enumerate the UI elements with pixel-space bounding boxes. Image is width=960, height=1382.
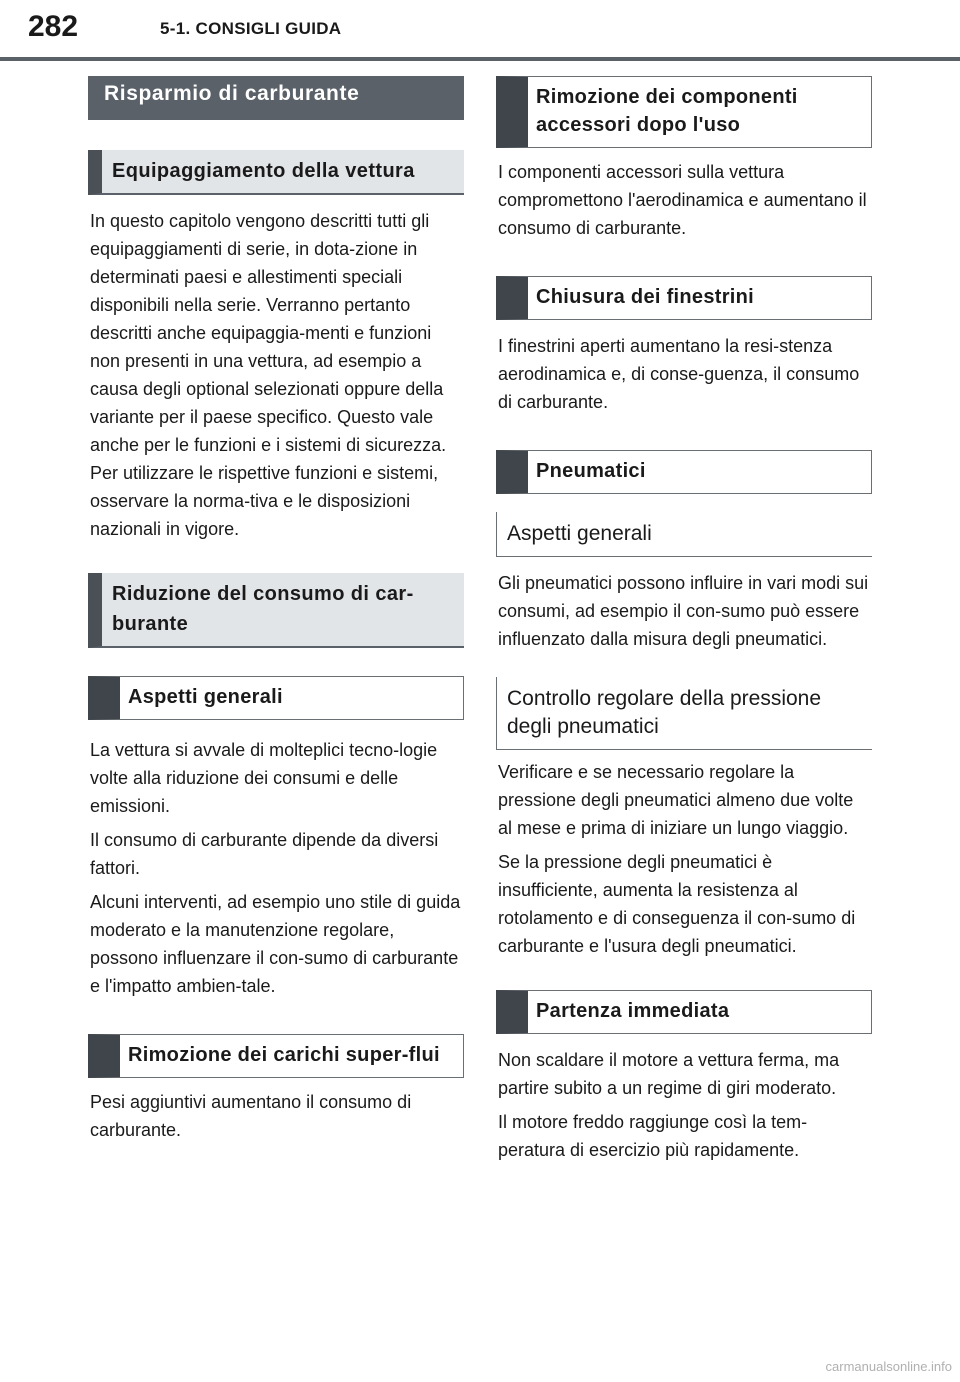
paragraph-pressione-2: Se la pressione degli pneumatici è insufficiente, aumenta la resistenza al rotolamento e di conseguenza il con-sumo di carburante e l'usura degli pneumatici.: [498, 852, 856, 956]
header-rule: [0, 57, 960, 61]
heading-equipaggiamento: Equipaggiamento della vettura: [88, 150, 464, 195]
paragraph-finestrini: I finestrini aperti aumentano la resi-stenza aerodinamica e, di conse-guenza, il consumo di carburante.: [498, 336, 860, 412]
paragraph-partenza-1: Non scaldare il motore a vettura ferma, ma partire subito a un regime di giri moderato.: [498, 1050, 840, 1098]
paragraph-carichi: Pesi aggiuntivi aumentano il consumo di carburante.: [90, 1092, 412, 1140]
paragraph-aspetti-2: Il consumo di carburante dipende da diversi fattori.: [90, 830, 439, 878]
page-number: 282: [28, 10, 79, 43]
paragraph-pressione-1: Verificare e se necessario regolare la pressione degli pneumatici almeno due volte al mese e prima di iniziare un lungo viaggio.: [498, 762, 854, 838]
subheading-aspetti-generali: Aspetti generali: [496, 512, 872, 557]
heading-carichi-superflui: Rimozione dei carichi super-flui: [88, 1034, 464, 1078]
paragraph-pneumatici: Gli pneumatici possono influire in vari modi sui consumi, ad esempio il con-sumo può essere influenzato dalla misura degli pneumatici.: [498, 573, 869, 649]
right-column: [496, 76, 872, 1164]
watermark: carmanualsonline.info: [825, 1359, 952, 1374]
heading-componenti-accessori: Rimozione dei componenti accessori dopo l'uso: [496, 76, 872, 148]
heading-riduzione-consumo: Riduzione del consumo di car-burante: [88, 573, 464, 648]
subheading-pressione: Controllo regolare della pressione degli pneumatici: [496, 677, 872, 750]
paragraph-partenza-2: Il motore freddo raggiunge così la tem-peratura di esercizio più rapidamente.: [498, 1112, 808, 1160]
heading-finestrini: Chiusura dei finestrini: [496, 276, 872, 320]
paragraph-aspetti-3: Alcuni interventi, ad esempio uno stile di guida moderato e la manutenzione regolare, possono influenzare il con-sumo di carburante e l'impatto ambien-tale.: [90, 892, 461, 996]
left-column: [88, 76, 464, 1144]
paragraph-equipaggiamento: In questo capitolo vengono descritti tutti gli equipaggiamenti di serie, in dota-zione in determinati paesi e allestimenti speciali disponibili nella serie. Verranno pertanto descritti anche equipaggia-menti e funzioni non presenti in una vettura, ad esempio a causa degli optional selezionati oppure della variante per il paese specifico. Questo vale anche per le funzioni e i sistemi di sicurezza. Per utilizzare le rispettive funzioni e sistemi, osservare la norma-tiva e le disposizioni nazionali in vigore.: [90, 211, 447, 539]
heading-aspetti-generali: Aspetti generali: [88, 676, 464, 720]
heading-pneumatici: Pneumatici: [496, 450, 872, 494]
chapter-banner: Risparmio di carburante: [88, 76, 464, 120]
paragraph-accessori: I componenti accessori sulla vettura compromettono l'aerodinamica e aumentano il consumo di carburante.: [498, 162, 867, 238]
section-title: 5-1. CONSIGLI GUIDA: [160, 19, 342, 38]
page-header: [0, 0, 960, 60]
paragraph-aspetti-1: La vettura si avvale di molteplici tecno-logie volte alla riduzione dei consumi e delle emissioni.: [90, 740, 438, 816]
heading-partenza: Partenza immediata: [496, 990, 872, 1034]
